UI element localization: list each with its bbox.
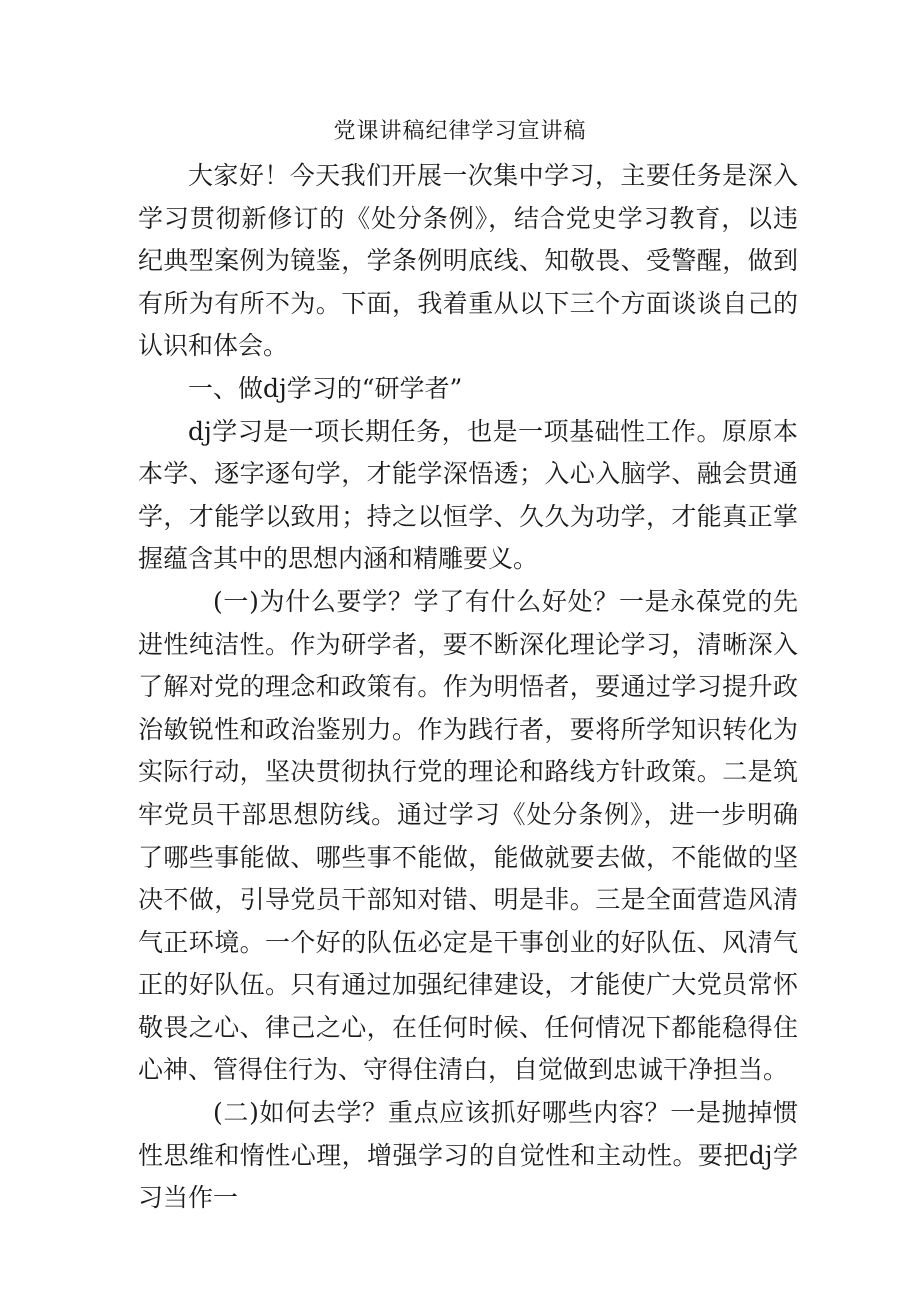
document-body: [138, 155, 798, 1220]
intro-paragraph: 大家好！今天我们开展一次集中学习，主要任务是深入学习贯彻新修订的《处分条例》，结合党史学习教育，以违纪典型案例为镜鉴，学条例明底线、知敬畏、受警醒，做到有所为有所不为。下面，我着重从以下三个方面谈谈自己的认识和体会。: [138, 161, 798, 361]
document-title: 党课讲稿纪律学习宣讲稿: [333, 119, 587, 144]
section-1-paragraph: dj学习是一项长期任务，也是一项基础性工作。原原本本学、逐字逐句学，才能学深悟透；入心入脑学、融会贯通学，才能学以致用；持之以恒学、久久为功学，才能真正掌握蕴含其中的思想内涵和精雕要义。: [138, 416, 798, 574]
subsection-2-paragraph: (二)如何去学？重点应该抓好哪些内容？一是抛掉惯性思维和惰性心理，增强学习的自觉性和主动性。要把dj学习当作一: [138, 1098, 798, 1213]
subsection-1-paragraph: (一)为什么要学？学了有什么好处？一是永葆党的先进性纯洁性。作为研学者，要不断深化理论学习，清晰深入了解对党的理念和政策有。作为明悟者，要通过学习提升政治敏锐性和政治鉴别力。作为践行者，要将所学知识转化为实际行动，坚决贯彻执行党的理论和路线方针政策。二是筑牢党员干部思想防线。通过学习《处分条例》，进一步明确了哪些事能做、哪些事不能做，能做就要去做，不能做的坚决不做，引导党员干部知对错、明是非。三是全面营造风清气正环境。一个好的队伍必定是干事创业的好队伍、风清气正的好队伍。只有通过加强纪律建设，才能使广大党员常怀敬畏之心、律己之心，在任何时候、任何情况下都能稳得住心神、管得住行为、守得住清白，自觉做到忠诚干净担当。: [138, 586, 798, 1085]
section-heading-1: 一、做dj学习的“研学者”: [188, 373, 463, 403]
